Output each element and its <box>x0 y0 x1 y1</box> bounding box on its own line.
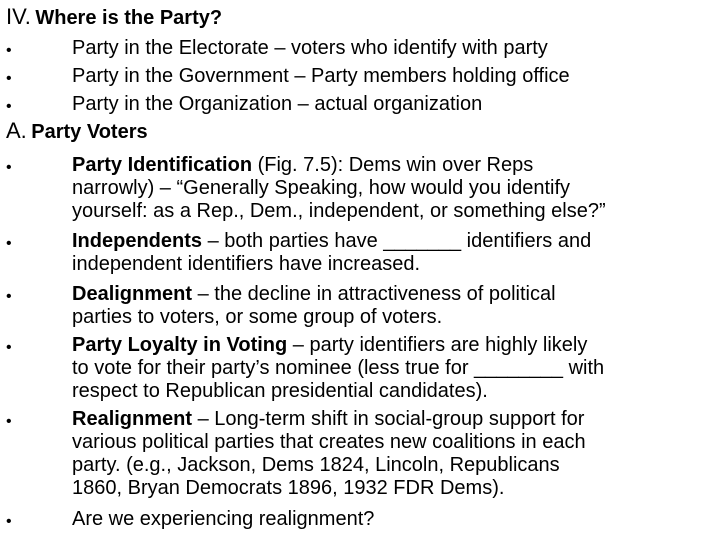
item-line: to vote for their party’s nominee (less true for ________ with <box>72 357 605 379</box>
item-line: various political parties that creates new coalitions in each <box>72 431 586 453</box>
item-line: 1860, Bryan Democrats 1896, 1932 FDR Dems). <box>72 477 505 499</box>
item-term: Party Identification <box>72 154 253 176</box>
item-text: (Fig. 7.5): Dems win over Reps <box>252 154 534 176</box>
item-line: narrowly) – “Generally Speaking, how would you identify <box>72 177 571 199</box>
bullet-icon: • <box>6 70 12 87</box>
item-line: independent identifiers have increased. <box>72 253 421 275</box>
list-item-independents <box>72 230 712 276</box>
item-line <box>72 154 712 177</box>
item-line: party. (e.g., Jackson, Dems 1824, Lincoln, Republicans <box>72 454 560 476</box>
section-title: Party Voters <box>31 121 148 143</box>
bullet-icon: • <box>6 98 12 115</box>
list-item-question <box>72 508 712 531</box>
list-item-party-loyalty <box>72 334 712 403</box>
heading-title: Where is the Party? <box>35 7 223 29</box>
bullet-icon: • <box>6 235 12 252</box>
intro-item: Party in the Government – Party members holding office <box>72 65 570 87</box>
item-term: Independents <box>72 230 203 252</box>
item-line: yourself: as a Rep., Dem., independent, or something else?” <box>72 200 606 222</box>
item-text: – party identifiers are highly likely <box>287 334 588 356</box>
intro-item: Party in the Electorate – voters who identify with party <box>72 37 548 59</box>
item-term: Realignment <box>72 408 193 430</box>
item-line <box>72 283 712 306</box>
bullet-icon: • <box>6 42 12 59</box>
list-item-party-identification <box>72 154 712 223</box>
item-line: parties to voters, or some group of voters. <box>72 306 443 328</box>
item-line <box>72 334 712 357</box>
item-line: Are we experiencing realignment? <box>72 508 375 530</box>
item-text: – the decline in attractiveness of political <box>192 283 556 305</box>
page-heading <box>6 4 222 30</box>
item-text: – both parties have _______ identifiers and <box>202 230 592 252</box>
intro-item: Party in the Organization – actual organization <box>72 93 483 115</box>
item-line <box>72 230 712 253</box>
bullet-icon: • <box>6 413 12 430</box>
item-line: respect to Republican presidential candidates). <box>72 380 488 402</box>
bullet-icon: • <box>6 288 12 305</box>
section-heading <box>6 118 148 144</box>
list-item-realignment <box>72 408 712 500</box>
item-term: Dealignment <box>72 283 193 305</box>
item-line <box>72 408 712 431</box>
item-term: Party Loyalty in Voting <box>72 334 288 356</box>
bullet-icon: • <box>6 339 12 356</box>
section-marker: A. <box>6 118 27 143</box>
bullet-icon: • <box>6 159 12 176</box>
heading-marker: IV. <box>6 4 31 29</box>
item-text: – Long-term shift in social-group support for <box>192 408 585 430</box>
list-item-dealignment <box>72 283 712 329</box>
bullet-icon: • <box>6 513 12 530</box>
